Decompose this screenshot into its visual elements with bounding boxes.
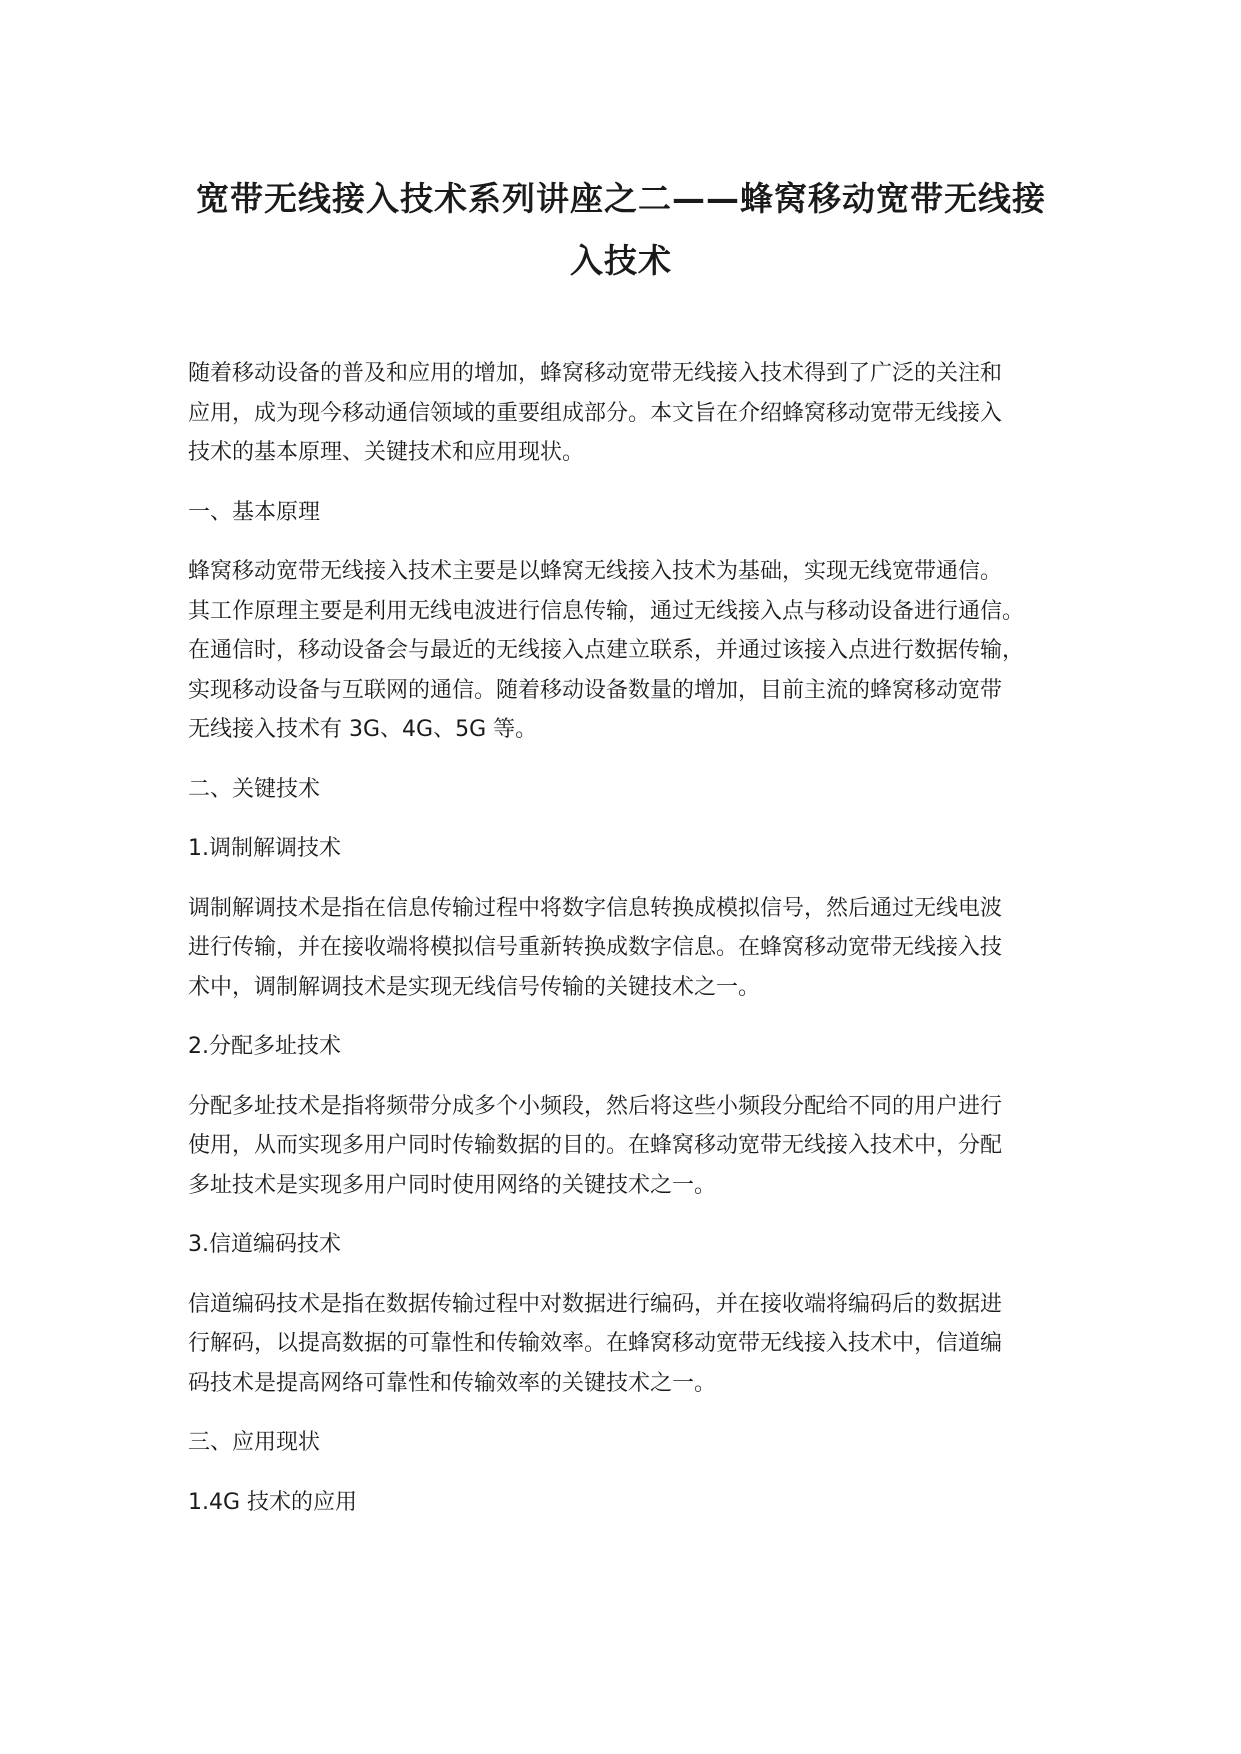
channel-coding-paragraph — [188, 1285, 1068, 1404]
text-line: 应用，成为现今移动通信领域的重要组成部分。本文旨在介绍蜂窝移动宽带无线接入 — [188, 400, 1003, 426]
text-line: 行解码，以提高数据的可靠性和传输效率。在蜂窝移动宽带无线接入技术中，信道编 — [188, 1331, 1003, 1356]
title-line: 宽带无线接入技术系列讲座之二——蜂窝移动宽带无线接 — [196, 179, 1046, 218]
modulation-paragraph — [188, 889, 1068, 1008]
subsection-heading-multiple-access: 2.分配多址技术 — [188, 1034, 341, 1059]
text-line: 调制解调技术是指在信息传输过程中将数字信息转换成模拟信号，然后通过无线电波 — [188, 895, 1003, 921]
document-body — [188, 354, 1068, 1542]
title-line: 入技术 — [570, 241, 672, 280]
text-line: 实现移动设备与互联网的通信。随着移动设备数量的增加，目前主流的蜂窝移动宽带 — [188, 677, 1003, 703]
multiple-access-paragraph — [188, 1087, 1068, 1206]
text-line: 在通信时，移动设备会与最近的无线接入点建立联系，并通过该接入点进行数据传输， — [188, 638, 1025, 663]
section-heading-application-status: 三、应用现状 — [188, 1430, 321, 1455]
basic-principles-paragraph — [188, 552, 1068, 750]
section-heading-basic-principles: 一、基本原理 — [188, 499, 321, 525]
text-line: 蜂窝移动宽带无线接入技术主要是以蜂窝无线接入技术为基础，实现无线宽带通信。 — [188, 559, 1003, 584]
text-line: 多址技术是实现多用户同时使用网络的关键技术之一。 — [188, 1172, 717, 1198]
text-line: 码技术是提高网络可靠性和传输效率的关键技术之一。 — [188, 1370, 717, 1396]
text-line: 术中，调制解调技术是实现无线信号传输的关键技术之一。 — [188, 974, 761, 1000]
text-line: 技术的基本原理、关键技术和应用现状。 — [188, 440, 585, 465]
text-line: 分配多址技术是指将频带分成多个小频段，然后将这些小频段分配给不同的用户进行 — [188, 1093, 1003, 1119]
subsection-heading-modulation: 1.调制解调技术 — [188, 836, 341, 861]
document-title — [160, 168, 1082, 292]
subsection-heading-4g-application: 1.4G 技术的应用 — [188, 1489, 358, 1515]
text-line: 使用，从而实现多用户同时传输数据的目的。在蜂窝移动宽带无线接入技术中，分配 — [188, 1133, 1003, 1158]
section-heading-key-technologies: 二、关键技术 — [188, 776, 321, 802]
text-line: 信道编码技术是指在数据传输过程中对数据进行编码，并在接收端将编码后的数据进 — [188, 1291, 1003, 1317]
intro-paragraph — [188, 354, 1068, 473]
text-line: 进行传输，并在接收端将模拟信号重新转换成数字信息。在蜂窝移动宽带无线接入技 — [188, 935, 1003, 960]
text-line: 其工作原理主要是利用无线电波进行信息传输，通过无线接入点与移动设备进行通信。 — [188, 598, 1025, 624]
subsection-heading-channel-coding: 3.信道编码技术 — [188, 1232, 341, 1257]
text-line: 随着移动设备的普及和应用的增加，蜂窝移动宽带无线接入技术得到了广泛的关注和 — [188, 361, 1003, 386]
text-line: 无线接入技术有 3G、4G、5G 等。 — [188, 717, 538, 742]
